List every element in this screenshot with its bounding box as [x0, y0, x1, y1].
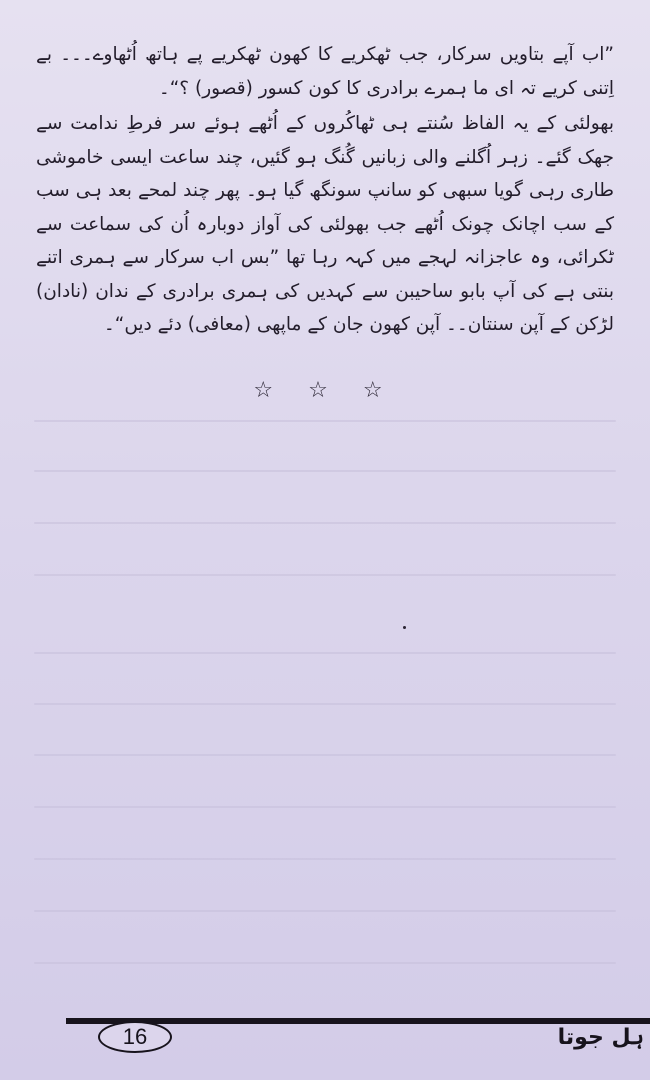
bleed-through-line — [34, 910, 616, 912]
bleed-through-line — [34, 522, 616, 524]
paragraph-dialogue: ”اب آپے بتاویں سرکار، جب ٹھکریے کا کھون ٹھکریے پے ہاتھ اُٹھاوے۔۔۔ بے اِتنی کریے تہ ای ما ہمرے برادری کا کون کسور (قصور) ؟“۔ — [36, 44, 614, 99]
paragraph-narration: بھولئی کے یہ الفاظ سُنتے ہی ٹھاکُروں کے اُٹھے ہوئے سر فرطِ ندامت سے جھک گئے۔ زہر اُگلنے والی زبانیں گُنگ ہو گئیں، چند ساعت ایسی خاموشی طاری رہی گویا سبھی کو سانپ سونگھ گیا ہو۔ پھر چند لمحے بعد ہی سب کے سب اچانک چونک اُٹھے جب بھولئی کی آواز دوبارہ اُن کی سماعت سے ٹکرائی، وہ عاجزانہ لہجے میں کہہ رہا تھا ”بس اب سرکار سے ہمری اتنے بنتی ہے کی آپ بابو ساحیبن سے کہدیں کی ہمری برادری کے ندان (نادان) لڑکن کے آپن سنتان۔۔ آپن کھون جان کے ماپھی (معافی) دئے دیں“۔ — [36, 113, 614, 335]
bleed-through-line — [34, 858, 616, 860]
bleed-through-line — [34, 470, 616, 472]
bleed-through-line — [34, 652, 616, 654]
body-text — [36, 38, 614, 342]
section-separator: ☆ ☆ ☆ — [253, 378, 397, 403]
page-number: 16 — [98, 1021, 172, 1053]
footer-book-title: ہل جوتا — [557, 1025, 644, 1050]
ink-speck — [403, 626, 406, 629]
bleed-through-line — [34, 574, 616, 576]
bleed-through-line — [34, 962, 616, 964]
bleed-through-line — [34, 420, 616, 422]
bleed-through-line — [34, 806, 616, 808]
bleed-through-line — [34, 754, 616, 756]
bleed-through-line — [34, 703, 616, 705]
